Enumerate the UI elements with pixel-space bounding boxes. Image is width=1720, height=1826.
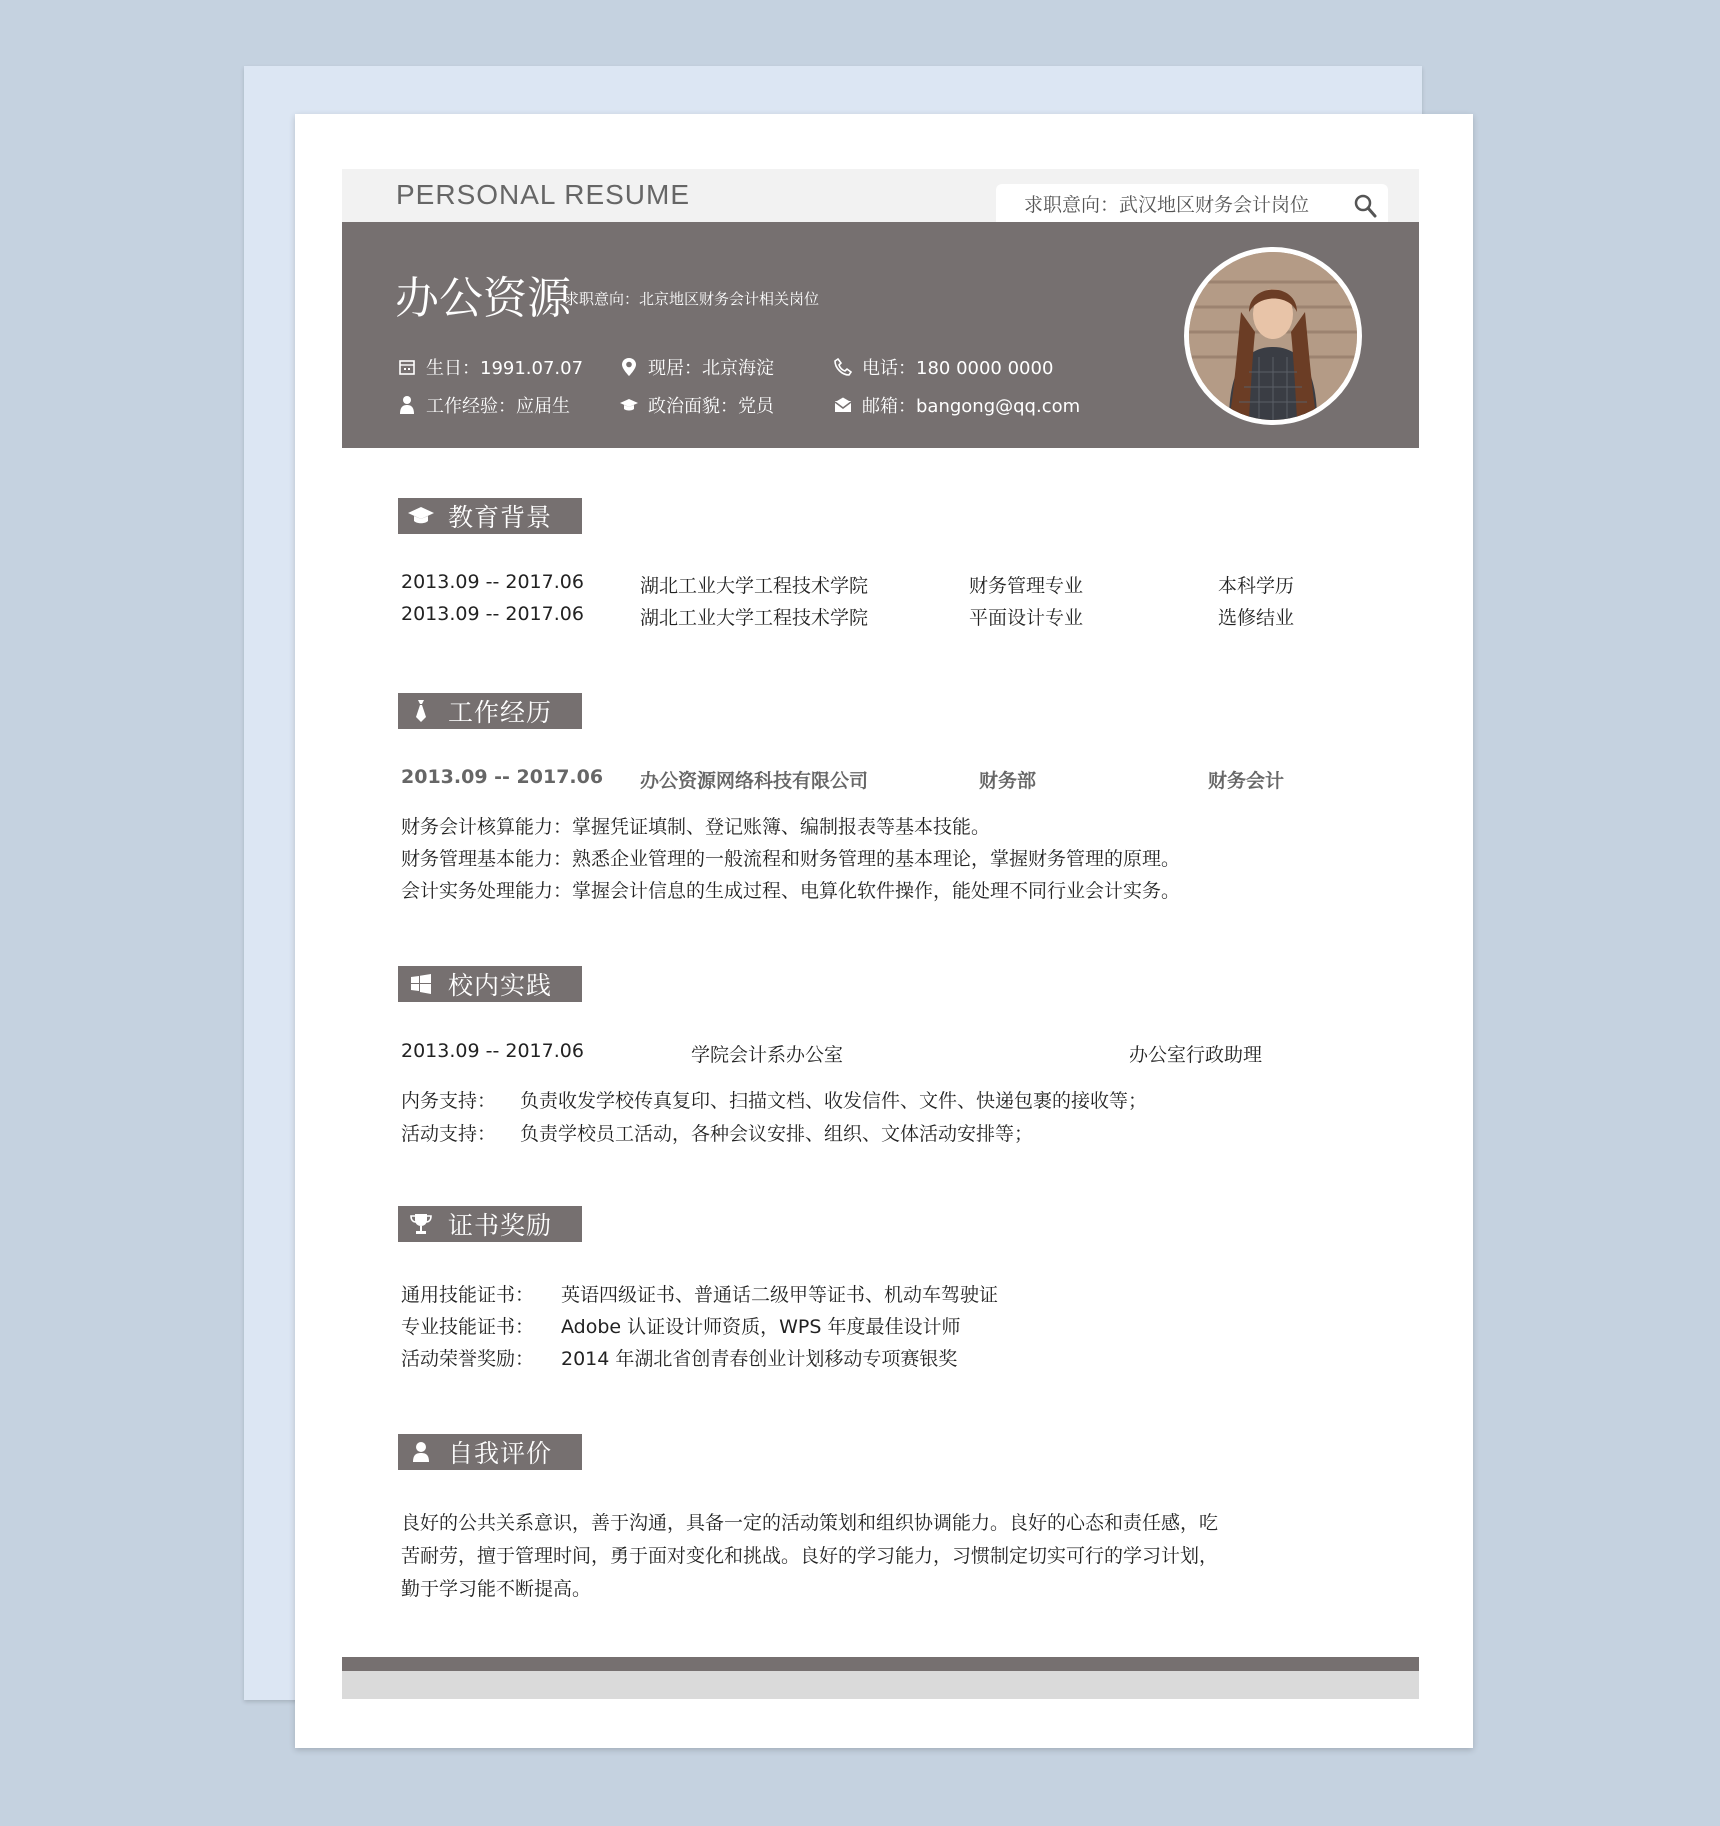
award-3-label: 活动荣誉奖励： <box>401 1348 535 1370</box>
person-icon <box>406 1439 436 1465</box>
award-2-label: 专业技能证书： <box>401 1316 535 1338</box>
calendar-icon <box>396 357 418 377</box>
section-work-title: 工作经历 <box>448 698 553 727</box>
resume-title: PERSONAL RESUME <box>396 179 691 210</box>
person-icon <box>396 395 418 415</box>
award-3-text: 2014 年湖北省创青春创业计划移动专项赛银奖 <box>561 1348 958 1370</box>
search-text: 求职意向：武汉地区财务会计岗位 <box>1024 194 1310 216</box>
residence-info <box>618 354 774 380</box>
windows-icon <box>406 971 436 997</box>
phone-text: 电话：180 0000 0000 <box>862 358 1054 379</box>
work-line-1: 财务会计核算能力：掌握凭证填制、登记账簿、编制报表等基本技能。 <box>401 816 991 838</box>
section-education-header <box>398 498 582 534</box>
work-date: 2013.09 -- 2017.06 <box>401 766 604 788</box>
section-practice-header <box>398 966 582 1002</box>
self-line-1: 良好的公共关系意识，善于沟通，具备一定的活动策划和组织协调能力。良好的心态和责任感，吃 <box>401 1512 1219 1534</box>
award-1-text: 英语四级证书、普通话二级甲等证书、机动车驾驶证 <box>561 1284 999 1306</box>
edu-row-1-degree: 本科学历 <box>1218 575 1295 597</box>
birthday-info <box>396 354 583 380</box>
edu-row-2-school: 湖北工业大学工程技术学院 <box>640 607 869 629</box>
birthday-text: 生日：1991.07.07 <box>426 358 584 379</box>
self-line-2: 苦耐劳，擅于管理时间，勇于面对变化和挑战。良好的学习能力，习惯制定切实可行的学习计划， <box>401 1545 1219 1567</box>
edu-row-1-date: 2013.09 -- 2017.06 <box>401 571 584 593</box>
practice-role: 办公室行政助理 <box>1129 1044 1263 1066</box>
award-1-label: 通用技能证书： <box>401 1284 535 1306</box>
politics-text: 政治面貌：党员 <box>648 396 774 417</box>
email-text: 邮箱：bangong@qq.com <box>862 396 1081 417</box>
search-box[interactable] <box>996 184 1388 222</box>
work-line-3: 会计实务处理能力：掌握会计信息的生成过程、电算化软件操作，能处理不同行业会计实务。 <box>401 880 1181 902</box>
avatar-frame <box>1184 247 1362 425</box>
edu-row-1-major: 财务管理专业 <box>969 575 1084 597</box>
practice-date: 2013.09 -- 2017.06 <box>401 1040 584 1062</box>
work-dept: 财务部 <box>979 770 1037 792</box>
practice-item-2-text: 负责学校员工活动，各种会议安排、组织、文体活动安排等； <box>520 1123 1034 1145</box>
self-line-3: 勤于学习能不断提高。 <box>401 1578 592 1600</box>
section-self-title: 自我评价 <box>448 1439 553 1468</box>
edu-row-2-major: 平面设计专业 <box>969 607 1084 629</box>
work-role: 财务会计 <box>1208 770 1285 792</box>
phone-info <box>832 354 1053 380</box>
graduation-cap-icon <box>406 503 436 529</box>
resume-page <box>342 169 1419 1699</box>
residence-text: 现居：北京海淀 <box>648 358 774 379</box>
section-practice-title: 校内实践 <box>448 971 553 1000</box>
experience-info <box>396 392 570 418</box>
edu-row-1-school: 湖北工业大学工程技术学院 <box>640 575 869 597</box>
section-work-header <box>398 693 582 729</box>
practice-item-1-label: 内务支持： <box>401 1090 497 1112</box>
trophy-icon <box>406 1211 436 1237</box>
avatar <box>1189 252 1357 420</box>
footer-bar-light <box>342 1671 1419 1699</box>
section-awards-title: 证书奖励 <box>448 1211 553 1240</box>
experience-text: 工作经验：应届生 <box>426 396 570 417</box>
email-info <box>832 392 1080 418</box>
work-company: 办公资源网络科技有限公司 <box>640 770 869 792</box>
person-name: 办公资源 <box>395 273 571 324</box>
work-line-2: 财务管理基本能力：熟悉企业管理的一般流程和财务管理的基本理论，掌握财务管理的原理。 <box>401 848 1181 870</box>
location-pin-icon <box>618 357 640 377</box>
envelope-icon <box>832 395 854 415</box>
phone-icon <box>832 357 854 377</box>
practice-item-1-text: 负责收发学校传真复印、扫描文档、收发信件、文件、快递包裹的接收等； <box>520 1090 1148 1112</box>
award-2-text: Adobe 认证设计师资质，WPS 年度最佳设计师 <box>561 1316 961 1338</box>
job-intent: 求职意向：北京地区财务会计相关岗位 <box>564 290 820 308</box>
graduation-cap-icon <box>618 395 640 415</box>
edu-row-2-date: 2013.09 -- 2017.06 <box>401 603 584 625</box>
practice-org: 学院会计系办公室 <box>691 1044 844 1066</box>
edu-row-2-degree: 选修结业 <box>1218 607 1295 629</box>
tie-icon <box>406 698 436 724</box>
section-awards-header <box>398 1206 582 1242</box>
search-icon[interactable] <box>1352 192 1380 220</box>
practice-item-2-label: 活动支持： <box>401 1123 497 1145</box>
politics-info <box>618 392 774 418</box>
section-education-title: 教育背景 <box>448 503 553 532</box>
footer-bar-dark <box>342 1657 1419 1671</box>
profile-header <box>342 222 1419 448</box>
resume-topbar <box>342 169 1419 222</box>
section-self-header <box>398 1434 582 1470</box>
